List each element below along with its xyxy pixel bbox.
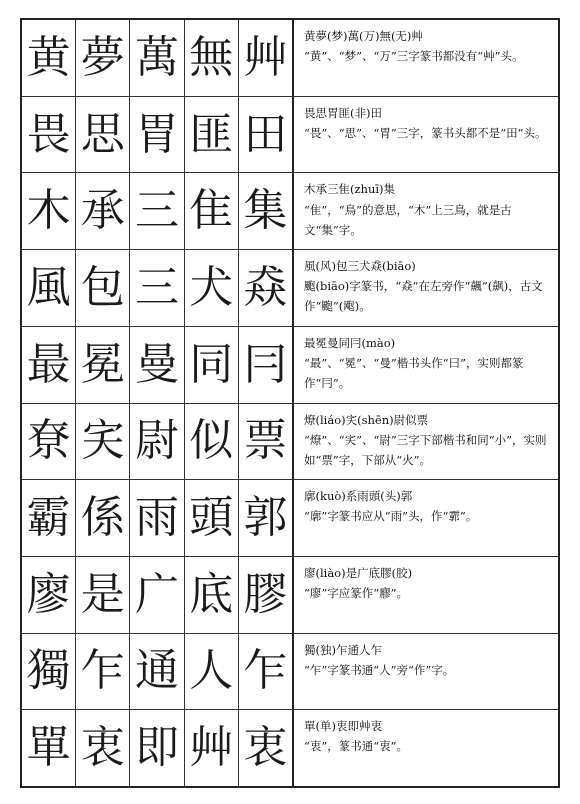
table-row (22, 557, 558, 634)
seal-glyph: 最 (22, 327, 76, 403)
note-heading: 廖(liào)是广底膠(胶) (304, 565, 413, 580)
seal-glyph: 乍 (243, 645, 288, 697)
seal-glyph: 是 (76, 557, 130, 633)
note-heading: 單(单)衷即艸衷 (304, 719, 382, 734)
note-heading: 黄夢(梦)萬(万)無(无)艸 (304, 29, 423, 43)
seal-glyph-group (22, 480, 294, 556)
seal-glyph: 萬 (130, 20, 184, 96)
seal-glyph: 票 (243, 415, 288, 467)
table-row (22, 480, 558, 557)
note-heading: 風(风)包三犬猋(biāo) (304, 259, 416, 274)
note-heading: 獨(独)乍通人乍 (304, 642, 382, 657)
seal-glyph: 衷 (243, 722, 288, 774)
seal-glyph-group (22, 557, 294, 633)
note-text: “最”、“冕”、“曼”楷书头作“曰”，实则都篆作“冃”。 (304, 355, 524, 391)
seal-glyph-group (22, 634, 294, 710)
row-note (294, 480, 558, 556)
row-note (294, 250, 558, 326)
seal-glyph: 承 (76, 173, 130, 249)
seal-glyph: 獨 (22, 634, 76, 710)
note-text: “燎”、“宎”、“尉”三字下部楷书和同“小”，实则如“票”字，下部从“火”。 (304, 432, 547, 467)
note-text: “廓”字篆书应从“雨”头，作“霩”。 (304, 509, 478, 524)
seal-glyph: 係 (76, 480, 130, 556)
seal-glyph-group (22, 20, 294, 96)
note-heading: 廓(kuò)系雨頭(头)郭 (304, 489, 413, 504)
row-note (294, 173, 558, 249)
seal-glyph: 犬 (185, 250, 239, 326)
seal-glyph: 夢 (76, 20, 130, 96)
table-row (22, 327, 558, 404)
seal-glyph: 木 (22, 173, 76, 249)
seal-glyph: 廖 (22, 557, 76, 633)
note-text: “隹”，“鳥”的意思，“木”上三鳥，就是古文“集”字。 (304, 202, 512, 237)
table-row (22, 404, 558, 481)
seal-glyph: 通 (130, 634, 184, 710)
seal-glyph: 風 (22, 250, 76, 326)
seal-glyph: 胃 (130, 97, 184, 173)
seal-glyph-group (22, 250, 294, 326)
seal-glyph: 冕 (76, 327, 130, 403)
seal-glyph: 頭 (185, 480, 239, 556)
seal-glyph: 黄 (22, 20, 76, 96)
seal-glyph: 冃 (243, 338, 288, 390)
seal-glyph: 畏 (22, 97, 76, 173)
seal-glyph-group (22, 710, 294, 786)
row-note (294, 404, 558, 480)
table-row (22, 173, 558, 250)
table-row (22, 97, 558, 174)
seal-glyph: 霸 (22, 480, 76, 556)
seal-glyph-group (22, 404, 294, 480)
seal-glyph: 衷 (76, 710, 130, 786)
seal-glyph-group (22, 173, 294, 249)
note-heading: 畏思胃匪(非)田 (304, 105, 382, 120)
seal-glyph: 曼 (130, 327, 184, 403)
table-row (22, 634, 558, 711)
row-note (294, 327, 558, 403)
row-note (294, 97, 558, 173)
seal-glyph: 似 (185, 404, 239, 480)
row-note (294, 20, 558, 96)
seal-glyph: 尉 (130, 404, 184, 480)
seal-glyph: 广 (130, 557, 184, 633)
seal-glyph: 田 (243, 108, 288, 160)
note-heading: 燎(liáo)宎(shēn)尉似票 (304, 412, 429, 427)
note-text: “衷”，篆书通“衷”。 (304, 739, 409, 754)
seal-glyph: 隹 (185, 173, 239, 249)
seal-glyph: 猋 (243, 261, 288, 313)
note-text: “黄”、“梦”、“万”三字篆书都没有“艸”头。 (304, 49, 524, 64)
row-note (294, 710, 558, 786)
seal-glyph: 雨 (130, 480, 184, 556)
table-row (22, 250, 558, 327)
row-note (294, 557, 558, 633)
seal-glyph: 三 (130, 250, 184, 326)
seal-glyph: 集 (243, 185, 288, 237)
seal-glyph: 人 (185, 634, 239, 710)
note-text: “畏”、“思”、“胃”三字，篆书头都不是“田”头。 (304, 125, 547, 140)
seal-glyph: 底 (185, 557, 239, 633)
table-row (22, 710, 558, 786)
seal-glyph: 即 (130, 710, 184, 786)
seal-glyph: 宎 (76, 404, 130, 480)
seal-glyph-group (22, 327, 294, 403)
seal-glyph: 乍 (76, 634, 130, 710)
row-note (294, 634, 558, 710)
seal-glyph: 膠 (243, 568, 288, 620)
note-heading: 最冕曼同冃(mào) (304, 335, 396, 350)
note-text: “乍”字篆书通“人”旁“作”字。 (304, 662, 455, 677)
seal-glyph: 郭 (243, 492, 288, 544)
seal-glyph: 艸 (185, 710, 239, 786)
reference-table (20, 18, 560, 788)
table-row (22, 20, 558, 97)
seal-glyph: 艸 (243, 31, 288, 83)
seal-glyph: 尞 (22, 404, 76, 480)
seal-glyph: 匪 (185, 97, 239, 173)
seal-glyph-group (22, 97, 294, 173)
seal-glyph: 三 (130, 173, 184, 249)
seal-glyph: 同 (185, 327, 239, 403)
seal-glyph: 單 (22, 710, 76, 786)
note-text: 颮(biāo)字篆书，“猋”在左旁作“飆”(飙)，古文作“颮”(飑)。 (304, 279, 543, 314)
seal-glyph: 包 (76, 250, 130, 326)
note-heading: 木承三隹(zhuī)集 (304, 182, 396, 197)
seal-glyph: 思 (76, 97, 130, 173)
note-text: “廖”字应篆作“廫”。 (304, 586, 409, 601)
seal-glyph: 無 (185, 20, 239, 96)
